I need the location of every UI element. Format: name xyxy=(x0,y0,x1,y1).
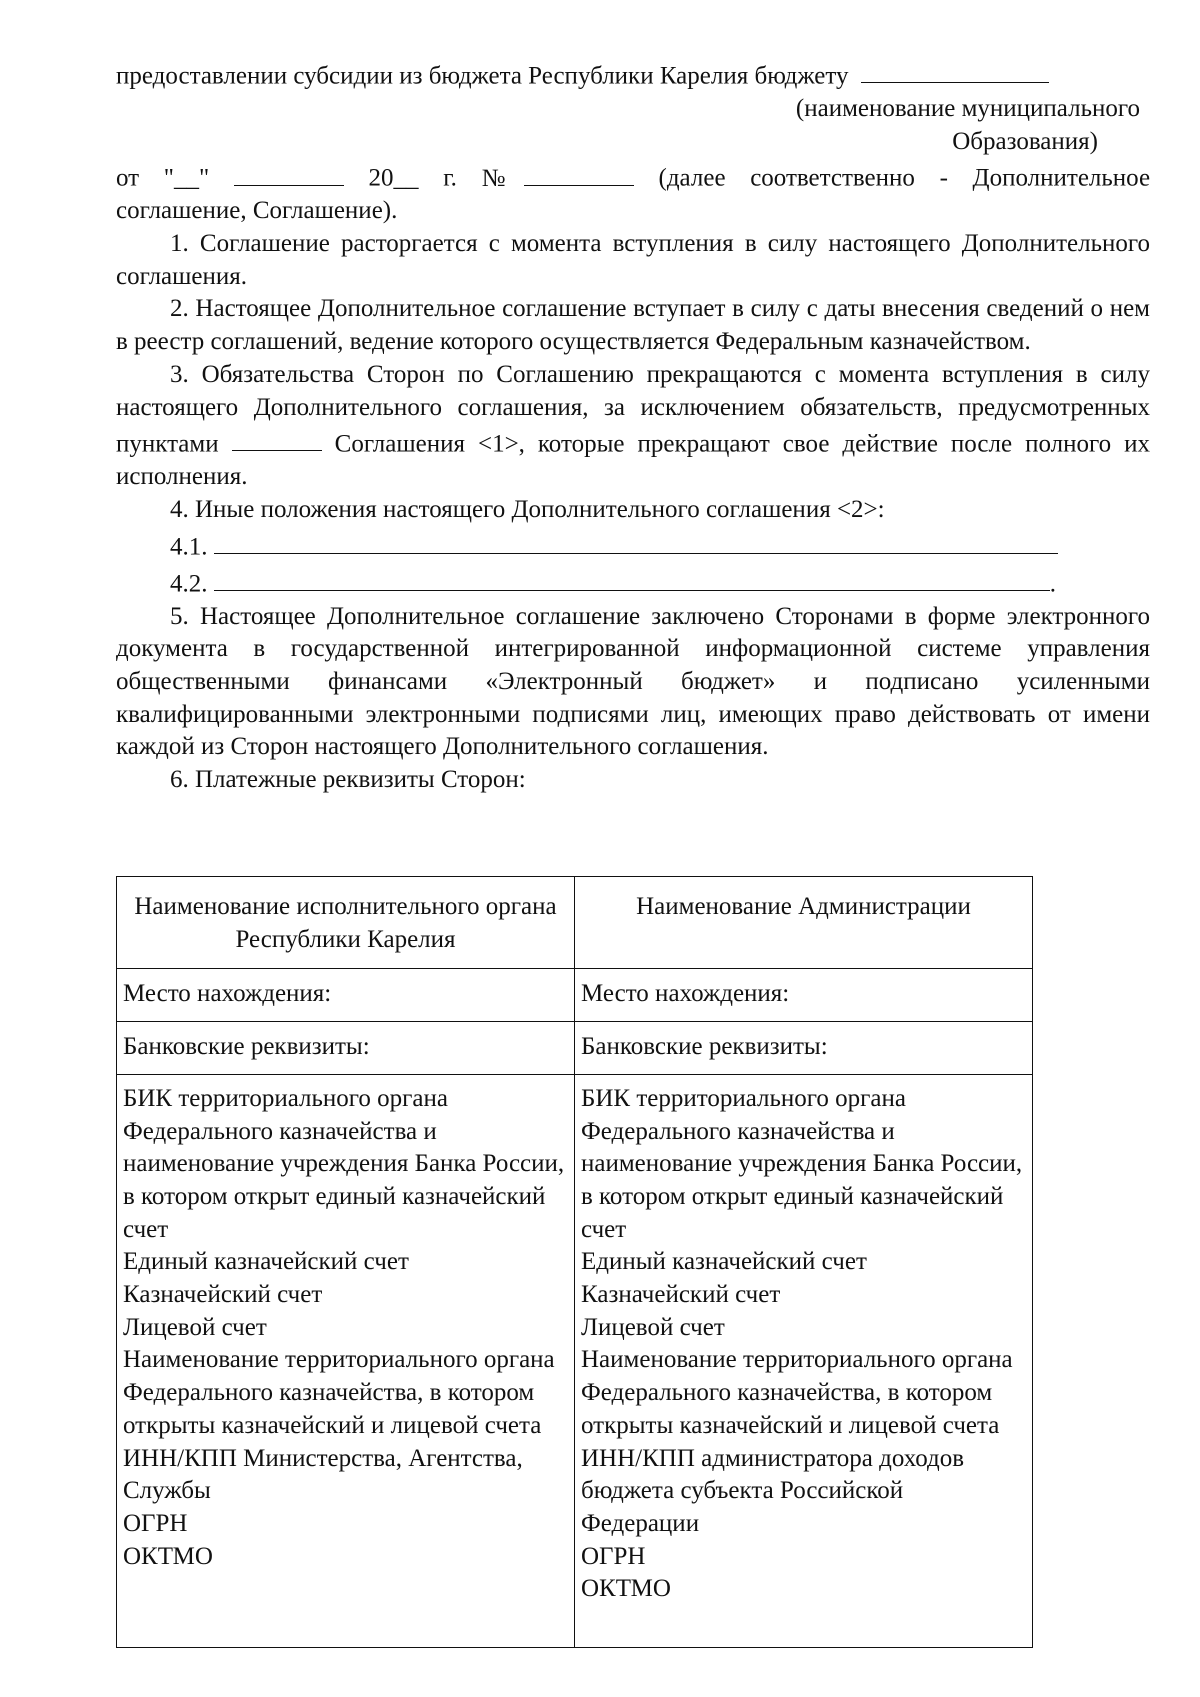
points-blank xyxy=(232,424,322,451)
location-row xyxy=(117,969,1033,1022)
point-4-1-blank xyxy=(214,527,1058,554)
left-location: Место нахождения: xyxy=(117,969,575,1022)
right-item: Казначейский счет xyxy=(581,1281,781,1309)
point-4-1-label: 4.1. xyxy=(170,532,208,560)
point-5: 5. Настоящее Дополнительное соглашение заключено Сторонами в форме электронного документа в государственной интегрированной информационной системе управления общественными финансами «Электронный бюджет» и подписано усиленными квалифицированными электронными подписями лиц, имеющих право действовать от имени каждой из Сторон настоящего Дополнительного соглашения. xyxy=(116,602,1150,761)
right-item: ОГРН xyxy=(581,1542,646,1570)
date-tail-2: соглашение, Соглашение). xyxy=(116,197,398,225)
point-4-2-end: . xyxy=(1049,569,1056,597)
payment-details-table xyxy=(116,876,1033,1648)
left-item: ОГРН xyxy=(123,1509,188,1537)
left-item: ОКТМО xyxy=(123,1542,213,1570)
number-sign: № xyxy=(481,164,524,192)
left-item: Наименование территориального органа Федерального казначейства, в котором открыты казначейский и лицевой счета xyxy=(123,1346,555,1439)
left-item: Лицевой счет xyxy=(123,1313,267,1341)
right-header: Наименование Администрации xyxy=(575,877,1033,969)
point-3 xyxy=(116,359,1150,494)
right-location: Место нахождения: xyxy=(575,969,1033,1022)
date-day: "__" xyxy=(163,164,210,192)
point-1: 1. Соглашение расторгается с момента вступления в силу настоящего Дополнительного соглашения. xyxy=(116,230,1150,290)
point-4-1 xyxy=(170,527,1150,564)
point-4-2-label: 4.2. xyxy=(170,569,208,597)
intro-line xyxy=(116,56,1150,93)
right-item: Лицевой счет xyxy=(581,1313,725,1341)
point-4-2-blank xyxy=(214,564,1050,591)
point-4-2 xyxy=(170,564,1150,601)
table-header-row xyxy=(117,877,1033,969)
right-bank: Банковские реквизиты: xyxy=(575,1022,1033,1075)
right-item: ОКТМО xyxy=(581,1575,671,1603)
point-3-text-a: 3. Обязательства Сторон по Соглашению прекращаются с момента вступления в силу настоящего Дополнительного соглашения, за исключением обязательств, предусмотренных пунктами xyxy=(116,360,1150,458)
point-4: 4. Иные положения настоящего Дополнительного соглашения <2>: xyxy=(170,495,885,523)
caption-municipality: (наименование муниципального xyxy=(795,94,1140,122)
municipality-blank xyxy=(861,56,1049,83)
left-header: Наименование исполнительного органа Республики Карелия xyxy=(117,877,575,969)
right-item: ИНН/КПП администратора доходов бюджета субъекта Российской Федерации xyxy=(581,1444,965,1537)
caption-formation: Образования) xyxy=(952,127,1098,155)
point-6: 6. Платежные реквизиты Сторон: xyxy=(170,766,526,794)
date-month-blank xyxy=(234,158,344,185)
intro-text: предоставлении субсидии из бюджета Республики Карелия бюджету xyxy=(116,62,849,90)
date-from: от xyxy=(116,164,140,192)
point-2: 2. Настоящее Дополнительное соглашение вступает в силу с даты внесения сведений о нем в реестр соглашений, ведение которого осуществляется Федеральным казначейством. xyxy=(116,295,1150,356)
right-item: Единый казначейский счет xyxy=(581,1248,867,1276)
date-tail: (далее соответственно - Дополнительное xyxy=(658,164,1151,192)
right-item: Наименование территориального органа Федерального казначейства, в котором открыты казначейский и лицевой счета xyxy=(581,1346,1013,1439)
left-item: Казначейский счет xyxy=(123,1281,323,1309)
left-item: БИК территориального органа Федерального казначейства и наименование учреждения Банка России, в котором открыт единый казначейский счет xyxy=(123,1084,565,1243)
left-item: Единый казначейский счет xyxy=(123,1248,409,1276)
number-blank xyxy=(524,158,634,185)
point-3-text-b: Соглашения <1>, которые прекращают свое действие после полного их исполнения. xyxy=(116,430,1151,491)
left-item: ИНН/КПП Министерства, Агентства, Службы xyxy=(123,1444,523,1505)
right-details xyxy=(575,1074,1033,1647)
right-item: БИК территориального органа Федерального казначейства и наименование учреждения Банка России, в котором открыт единый казначейский счет xyxy=(581,1084,1023,1243)
document-body xyxy=(116,56,1150,797)
date-number xyxy=(482,165,634,192)
left-bank: Банковские реквизиты: xyxy=(117,1022,575,1075)
date-g: г. xyxy=(443,164,457,192)
left-details xyxy=(117,1074,575,1647)
date-line xyxy=(116,158,1150,195)
details-row xyxy=(117,1074,1033,1647)
date-year: 20__ xyxy=(368,164,419,192)
bank-row xyxy=(117,1022,1033,1075)
